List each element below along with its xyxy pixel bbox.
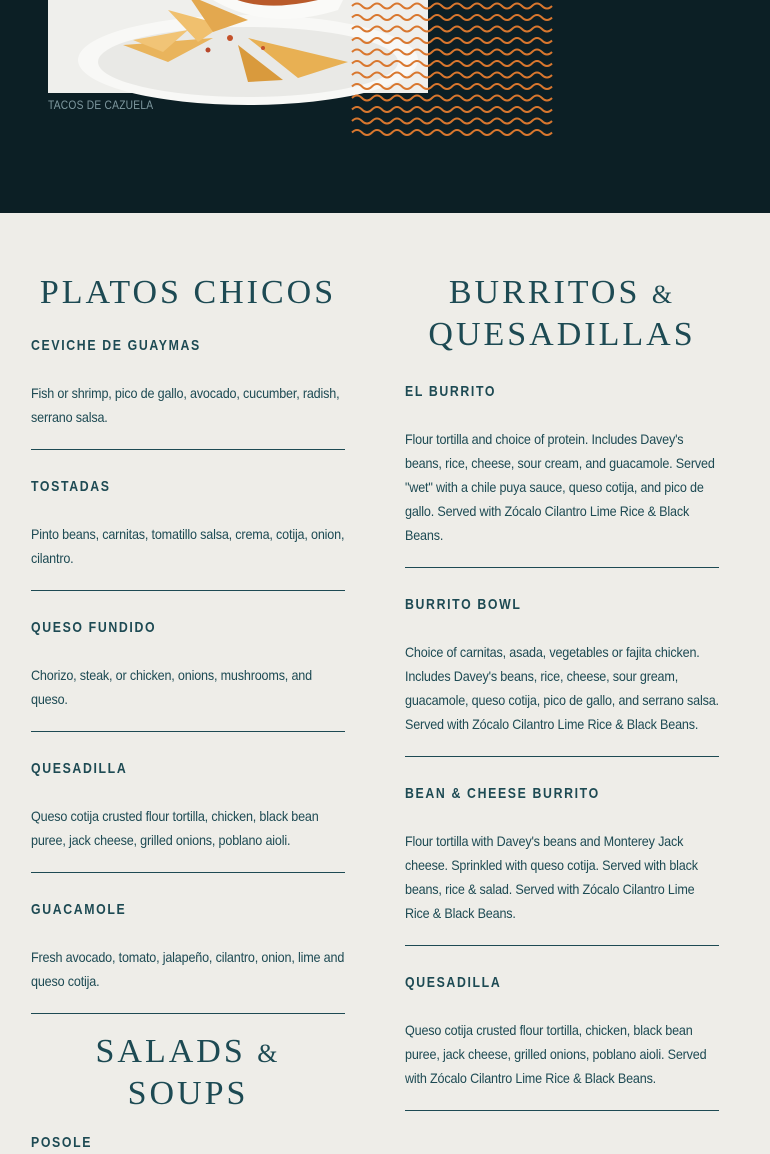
- wave-line: [352, 84, 552, 89]
- menu-item-description: Queso cotija crusted flour tortilla, chicken, black bean puree, jack cheese, grilled onions, poblano aioli. Served with Zócalo Cilantro Lime Rice & Black Beans.: [405, 1022, 707, 1086]
- burritos-quesadillas-title: [405, 273, 719, 355]
- left-column: [31, 213, 345, 1154]
- wave-line: [352, 96, 552, 101]
- salads-title-amp: &: [257, 1039, 281, 1068]
- menu-item: [31, 760, 345, 873]
- wave-line: [352, 15, 552, 20]
- right-column: [405, 213, 719, 1111]
- menu-item-name: QUESADILLA: [31, 760, 128, 777]
- menu-item-description: Flour tortilla and choice of protein. Includes Davey's beans, rice, cheese, sour cream, and guacamole. Served "wet" with a chile puya sauce, queso cotija, and pico de gallo. Served with Zócalo Cilantro Lime Rice & Black Beans.: [405, 431, 715, 543]
- burritos-title-part: BURRITOS: [448, 274, 641, 311]
- menu-item-name: BEAN & CHEESE BURRITO: [405, 785, 600, 802]
- wave-line: [352, 61, 552, 66]
- wave-pattern-graphic: [352, 0, 552, 141]
- menu-item: [31, 478, 345, 591]
- menu-item: [31, 1134, 345, 1154]
- wave-line: [352, 73, 552, 78]
- menu-section: [0, 213, 770, 1151]
- wave-line: [352, 130, 552, 135]
- menu-item-name: TOSTADAS: [31, 478, 111, 495]
- menu-item-description: Flour tortilla with Davey's beans and Monterey Jack cheese. Sprinkled with queso cotija. Served with black beans, rice & salad. Served with Zócalo Cilantro Lime Rice & Black Beans.: [405, 833, 698, 921]
- menu-item: [405, 785, 719, 946]
- menu-item-description: Chorizo, steak, or chicken, onions, mushrooms, and queso.: [31, 667, 312, 707]
- platos-chicos-list: [31, 337, 345, 1014]
- menu-item-name: EL BURRITO: [405, 383, 497, 400]
- menu-item-description: Choice of carnitas, asada, vegetables or fajita chicken. Includes Davey's beans, rice, cheese, sour gream, guacamole, queso cotija, pico de gallo, and serrano salsa. Served with Zócalo Cilantro Lime Rice & Black Beans.: [405, 644, 719, 732]
- salads-soups-title: [31, 1032, 345, 1114]
- wave-line: [352, 38, 552, 43]
- wave-line: [352, 27, 552, 32]
- menu-item-description: Pinto beans, carnitas, tomatillo salsa, crema, cotija, onion, cilantro.: [31, 526, 345, 566]
- hero-banner: [0, 0, 770, 213]
- menu-item-name: QUESO FUNDIDO: [31, 619, 157, 636]
- wave-line: [352, 107, 552, 112]
- wave-line: [352, 119, 552, 124]
- menu-item-description: Queso cotija crusted flour tortilla, chicken, black bean puree, jack cheese, grilled onions, poblano aioli.: [31, 808, 319, 848]
- menu-item: [405, 383, 719, 568]
- platos-chicos-title: PLATOS CHICOS: [39, 274, 337, 311]
- burritos-list: [405, 383, 719, 1111]
- quesadillas-title-part: QUESADILLAS: [428, 316, 696, 353]
- photo-caption: TACOS DE CAZUELA: [48, 98, 154, 112]
- menu-item-name: GUACAMOLE: [31, 901, 127, 918]
- soups-title-part: SOUPS: [127, 1075, 249, 1112]
- menu-item-name: CEVICHE DE GUAYMAS: [31, 337, 201, 354]
- menu-item-name: BURRITO BOWL: [405, 596, 522, 613]
- menu-item-name: QUESADILLA: [405, 974, 502, 991]
- salads-title-part: SALADS: [95, 1033, 246, 1070]
- wave-line: [352, 4, 552, 9]
- menu-item-description: Fish or shrimp, pico de gallo, avocado, cucumber, radish, serrano salsa.: [31, 385, 340, 425]
- menu-item: [405, 974, 719, 1111]
- burritos-title-amp: &: [651, 280, 676, 309]
- menu-item: [31, 901, 345, 1014]
- menu-item-name: POSOLE: [31, 1134, 93, 1151]
- menu-item: [31, 337, 345, 450]
- wave-line: [352, 50, 552, 55]
- menu-item: [405, 596, 719, 757]
- menu-item: [31, 619, 345, 732]
- menu-item-description: Fresh avocado, tomato, jalapeño, cilantro, onion, lime and queso cotija.: [31, 949, 345, 989]
